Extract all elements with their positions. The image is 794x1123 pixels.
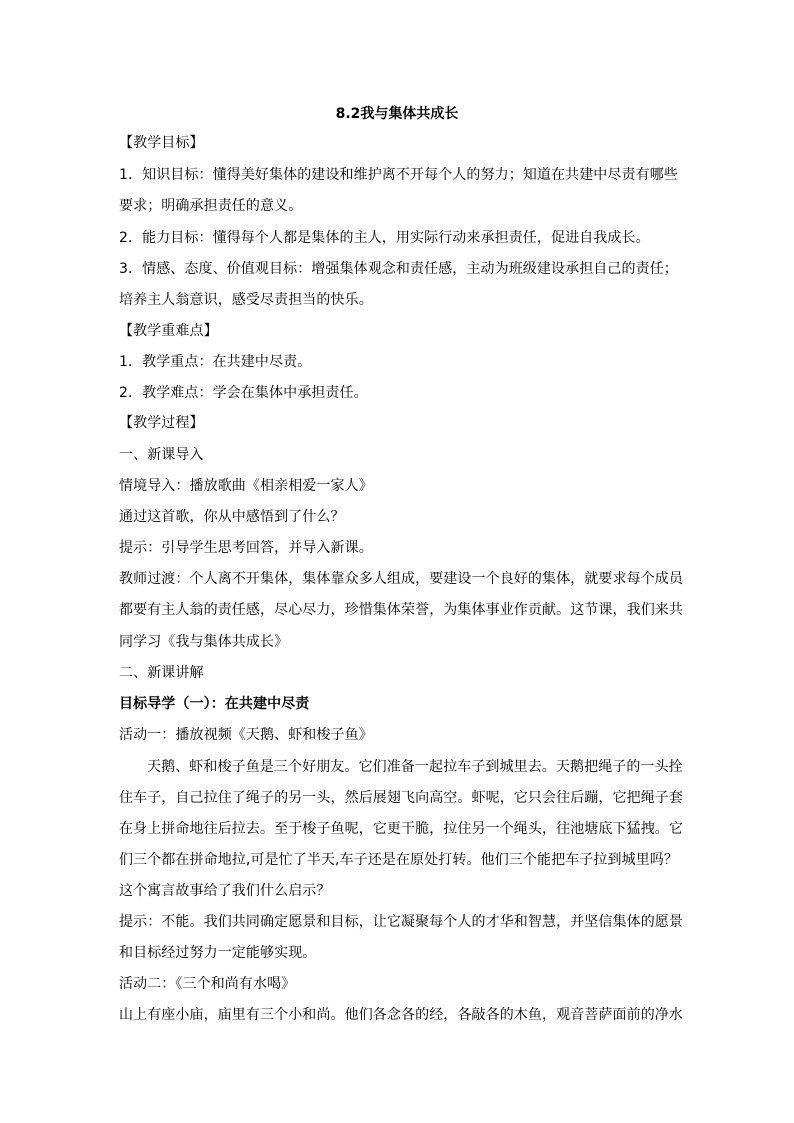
- story-line-3: 在身上拼命地往后拉去。至于梭子鱼呢，它更干脆，拉住另一个绳头，往池塘底下猛拽。它: [119, 821, 683, 837]
- hint-2-line-1: 提示：不能。我们共同确定愿景和目标，让它凝聚每个人的才华和智慧，并坚信集体的愿景: [119, 914, 683, 930]
- goal-item-2: 2．能力目标：懂得每个人都是集体的主人，用实际行动来承担责任，促进自我成长。: [119, 230, 650, 246]
- goal-item-1-line-1: 1．知识目标：懂得美好集体的建设和维护离不开每个人的努力；知道在共建中尽责有哪些: [119, 167, 678, 183]
- part2-title: 二、新课讲解: [119, 665, 204, 681]
- story-line-4: 们三个都在拼命地拉,可是忙了半天,车子还是在原处打转。他们三个能把车子拉到城里吗？: [119, 852, 678, 868]
- goal-item-3-line-2: 培养主人翁意识，感受尽责担当的快乐。: [119, 292, 373, 308]
- transition-line-3: 同学习《我与集体共成长》: [119, 634, 289, 650]
- activity-1: 活动一：播放视频《天鹅、虾和梭子鱼》: [119, 727, 373, 743]
- story-question: 这个寓言故事给了我们什么启示？: [119, 883, 331, 899]
- hint-2-line-2: 和目标经过努力一定能够实现。: [119, 945, 317, 961]
- intro-text: 情境导入：播放歌曲《相亲相爱一家人》: [119, 478, 373, 494]
- keypoint-item-1: 1．教学重点：在共建中尽责。: [119, 354, 312, 370]
- goal1-title: 目标导学（一）：在共建中尽责: [119, 696, 310, 712]
- keypoint-item-2: 2．教学难点：学会在集体中承担责任。: [119, 385, 368, 401]
- document-title: 8.2我与集体共成长: [335, 106, 459, 122]
- transition-line-2: 都要有主人翁的责任感，尽心尽力，珍惜集体荣誉，为集体事业作贡献。这节课，我们来共: [119, 602, 683, 618]
- hint-1: 提示：引导学生思考回答，并导入新课。: [119, 540, 373, 556]
- goal-item-3-line-1: 3．情感、态度、价值观目标：增强集体观念和责任感，主动为班级建设承担自己的责任；: [119, 261, 678, 277]
- part1-title: 一、新课导入: [119, 447, 204, 463]
- intro-question: 通过这首歌，你从中感悟到了什么？: [119, 509, 345, 525]
- transition-line-1: 教师过渡：个人离不开集体，集体靠众多人组成，要建设一个良好的集体，就要求每个成员: [119, 571, 683, 587]
- story-line-2: 住车子，自己拉住了绳子的另一头，然后展翅飞向高空。虾呢，它只会往后蹦，它把绳子套: [119, 790, 683, 806]
- story-line-1: 天鹅、虾和梭子鱼是三个好朋友。它们准备一起拉车子到城里去。天鹅把绳子的一头拴: [147, 759, 683, 775]
- keypoints-header: 【教学重难点】: [119, 323, 218, 339]
- goal-item-1-line-2: 要求；明确承担责任的意义。: [119, 198, 303, 214]
- process-header: 【教学过程】: [119, 415, 204, 431]
- activity-2: 活动二：《三个和尚有水喝》: [119, 976, 296, 992]
- goals-header: 【教学目标】: [119, 135, 204, 151]
- story-2-line-1: 山上有座小庙，庙里有三个小和尚。他们各念各的经，各敲各的木鱼，观音菩萨面前的净水: [119, 1007, 683, 1023]
